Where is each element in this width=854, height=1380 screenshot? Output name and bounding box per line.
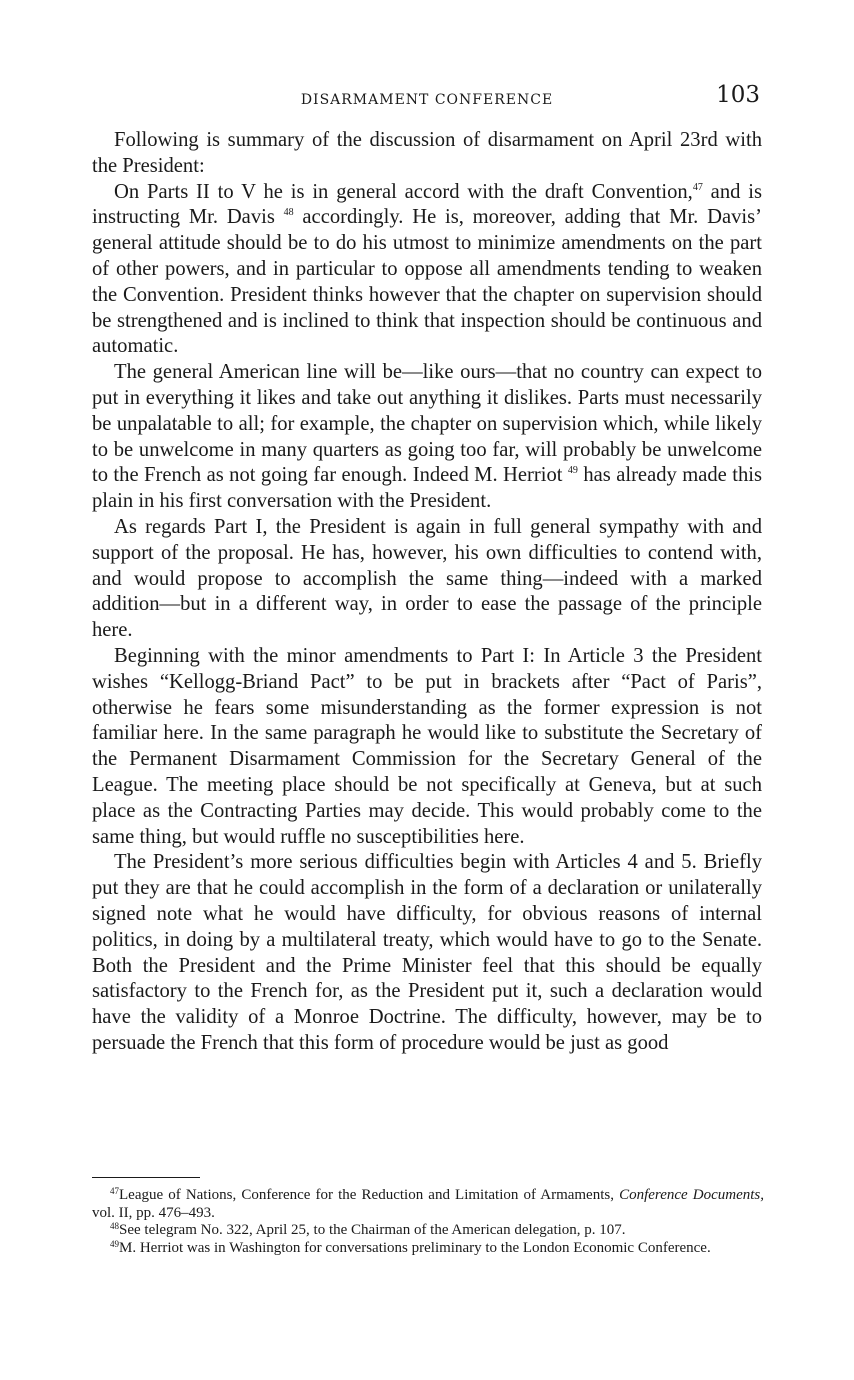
paragraph-5: Beginning with the minor amendments to Part I: In Article 3 the President wishes “Kellogg-Briand Pact” to be put in brackets after “Pact of Paris”, otherwise he fears some misunderstanding as the former expression is not familiar here. In the same paragraph he would like to substitute the Secretary of the Permanent Disarmament Commission for the Secretary General of the League. The meeting place should be not specifically at Geneva, but at such place as the Contracting Parties may decide. This would probably come to the same thing, but would ruffle no susceptibilities here. <box>92 644 762 848</box>
paragraph-6: The President’s more serious difficulties begin with Articles 4 and 5. Briefly put they are that he could accomplish in the form of a declaration or unilaterally signed note what he would have difficulty, for obvious reasons of internal politics, in doing by a multilateral treaty, which would have to go to the Senate. Both the President and the Prime Minister feel that this should be equally satisfactory to the French for, as the President put it, such a declaration would have the validity of a Monroe Doctrine. The difficulty, however, may be to persuade the French that this form of procedure would be just as good <box>92 851 762 1054</box>
footnote-text: League of Nations, Conference for the Reduction and Limitation of Armaments, <box>119 1187 620 1203</box>
footnote-47 <box>92 1187 764 1222</box>
paragraph-4: As regards Part I, the President is again in full general sympathy with and support of the proposal. He has, however, his own difficulties to contend with, and would propose to accomplish the same thing—indeed with a marked addition—but in a different way, in order to ease the passage of the principle here. <box>92 515 762 642</box>
footnote-ref-49: 49 <box>567 465 578 477</box>
page-number: 103 <box>716 82 760 108</box>
paragraph-2 <box>92 180 762 361</box>
footnote-text: M. Herriot was in Washington for conversations preliminary to the London Economic Conference. <box>119 1239 711 1256</box>
paragraph-3-part-b: has already made this plain in his first conversation with the President. <box>92 464 762 513</box>
footnote-text: See telegram No. 322, April 25, to the Chairman of the American delegation, p. 107. <box>119 1222 626 1238</box>
footnote-mark: 47 <box>110 1186 119 1196</box>
footnote-italic-title: Conference Documents, <box>619 1187 764 1203</box>
footnote-text-end: vol. II, pp. 476–493. <box>92 1204 215 1221</box>
footnote-mark: 48 <box>110 1221 119 1231</box>
footnote-divider <box>92 1177 200 1178</box>
paragraph-1: Following is summary of the discussion of disarmament on April 23rd with the President: <box>92 129 762 177</box>
footnote-48 <box>92 1222 764 1240</box>
paragraph-3 <box>92 360 762 515</box>
body-text <box>92 128 762 1057</box>
footnote-mark: 49 <box>110 1238 119 1249</box>
paragraph-3-part-a: The general American line will be—like ours—that no country can expect to put in everything it likes and take out anything it dislikes. Parts must necessarily be unpalatable to all; for example, the chapter on supervision which, while likely to be unwelcome in many quarters as going too far, will probably be unwelcome to the French as not going far enough. Indeed M. Herriot <box>92 361 762 487</box>
paragraph-2-part-c: accordingly. He is, moreover, adding that Mr. Davis’ general attitude should be to do his utmost to minimize amendments on the part of other powers, and in particular to oppose all amendments tending to weaken the Convention. President thinks however that the chapter on supervision should be strengthened and is inclined to think that inspection should be continuous and automatic. <box>92 206 762 358</box>
footnotes <box>92 1187 764 1257</box>
running-head: DISARMAMENT CONFERENCE <box>300 92 554 108</box>
paragraph-2-part-a: On Parts II to V he is in general accord with the draft Convention, <box>114 180 693 203</box>
paragraph-2-part-b: and is instructing Mr. Davis <box>92 180 762 229</box>
footnote-ref-47: 47 <box>692 181 703 193</box>
page-header <box>92 82 762 118</box>
footnote-49 <box>92 1240 764 1258</box>
footnote-ref-48: 48 <box>283 207 294 219</box>
